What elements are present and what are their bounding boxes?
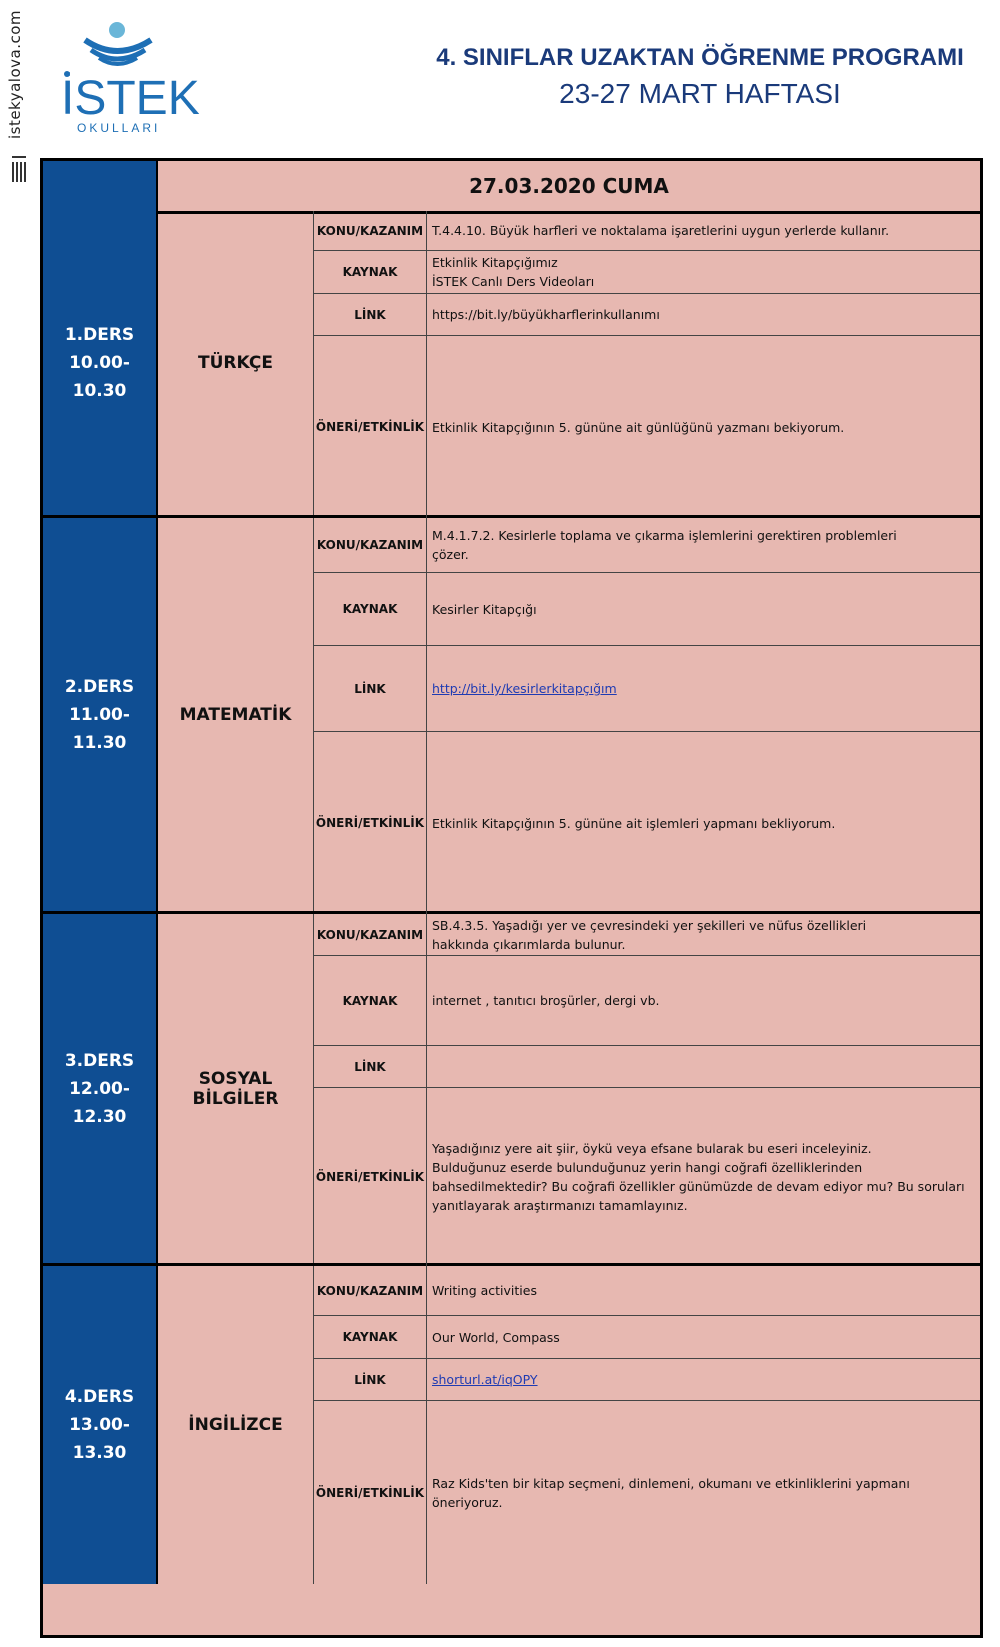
lesson-time: 12.00-12.30 bbox=[69, 1078, 130, 1127]
row-label: KONU/KAZANIM bbox=[314, 1266, 427, 1315]
lesson-row bbox=[314, 294, 980, 336]
row-label: ÖNERİ/ETKİNLİK bbox=[314, 1088, 427, 1266]
row-label: KONU/KAZANIM bbox=[314, 211, 427, 250]
header-blue-cell bbox=[43, 161, 158, 211]
row-link[interactable]: http://bit.ly/kesirlerkitapçığım bbox=[432, 681, 617, 696]
lesson-row bbox=[314, 518, 980, 573]
row-value: https://bit.ly/büyükharflerinkullanımı bbox=[432, 307, 660, 322]
lesson-row bbox=[314, 251, 980, 294]
row-value: Writing activities bbox=[432, 1283, 537, 1298]
side-watermark bbox=[2, 4, 34, 194]
lesson-time-cell bbox=[43, 518, 158, 911]
row-value: M.4.1.7.2. Kesirlerle toplama ve çıkarma işlemlerini gerektiren problemleri çözer. bbox=[432, 528, 897, 562]
logo-brand-text: İSTEK bbox=[61, 72, 200, 125]
row-label: LİNK bbox=[314, 1046, 427, 1087]
lesson-row bbox=[314, 732, 980, 914]
lesson-block bbox=[43, 211, 980, 518]
schedule-header-row bbox=[43, 161, 980, 214]
row-label: ÖNERİ/ETKİNLİK bbox=[314, 336, 427, 518]
page-subtitle: 23-27 MART HAFTASI bbox=[559, 78, 841, 109]
schedule-date: 27.03.2020 CUMA bbox=[469, 174, 669, 198]
lesson-row bbox=[314, 956, 980, 1046]
lesson-row bbox=[314, 573, 980, 646]
lesson-time: 13.00-13.30 bbox=[69, 1415, 130, 1463]
lesson-number: 2.DERS bbox=[64, 676, 135, 697]
lesson-row bbox=[314, 1316, 980, 1359]
row-value: Etkinlik Kitapçığının 5. gününe ait işlemleri yapmanı bekliyorum. bbox=[432, 815, 836, 831]
row-value: Etkinlik Kitapçığının 5. gününe ait günlüğünü yazmanı bekiyorum. bbox=[432, 419, 845, 435]
row-value: Yaşadığınız yere ait şiir, öykü veya efsane bularak bu eseri inceleyiniz. Bulduğunuz eserde bulunduğunuz yerin hangi coğrafi özelliklerinden bahsedilmektedir? Bu coğrafi özellikler günümüzde de devam ediyor mu? Bu soruları yanıtlayarak araştırmanızı tamamlayınız. bbox=[432, 1141, 965, 1213]
watermark-text: istekyalova.com bbox=[6, 10, 24, 140]
row-label: KONU/KAZANIM bbox=[314, 914, 427, 955]
row-link[interactable]: shorturl.at/iqOPY bbox=[432, 1372, 538, 1387]
lesson-time-cell bbox=[43, 1266, 158, 1584]
row-value: T.4.4.10. Büyük harfleri ve noktalama işaretlerini uygun yerlerde kullanır. bbox=[432, 223, 890, 238]
lesson-row bbox=[314, 1359, 980, 1401]
row-value: Our World, Compass bbox=[432, 1329, 560, 1345]
row-label: ÖNERİ/ETKİNLİK bbox=[314, 732, 427, 914]
istek-logo-icon bbox=[55, 18, 205, 138]
row-value: Etkinlik Kitapçığımız İSTEK Canlı Ders Videoları bbox=[432, 255, 595, 289]
mini-logo-icon bbox=[10, 154, 28, 186]
row-value: SB.4.3.5. Yaşadığı yer ve çevresindeki yer şekilleri ve nüfus özellikleri hakkında çıkarımlarda bulunur. bbox=[432, 917, 867, 952]
row-label: LİNK bbox=[314, 646, 427, 731]
row-label: KONU/KAZANIM bbox=[314, 518, 427, 572]
row-label: LİNK bbox=[314, 1359, 427, 1400]
lesson-subject: SOSYAL BİLGİLER bbox=[158, 914, 314, 1263]
row-label: LİNK bbox=[314, 294, 427, 335]
lesson-subject: TÜRKÇE bbox=[158, 211, 314, 515]
row-label: KAYNAK bbox=[314, 1316, 427, 1358]
row-label: KAYNAK bbox=[314, 573, 427, 645]
lesson-time-cell bbox=[43, 211, 158, 515]
row-label: ÖNERİ/ETKİNLİK bbox=[314, 1401, 427, 1584]
lesson-row bbox=[314, 211, 980, 251]
lesson-row bbox=[314, 1046, 980, 1088]
row-value bbox=[432, 1046, 972, 1087]
header bbox=[420, 44, 980, 110]
lesson-time-cell bbox=[43, 914, 158, 1263]
lesson-number: 4.DERS bbox=[64, 1387, 135, 1407]
row-value: internet , tanıtıcı broşürler, dergi vb. bbox=[432, 993, 660, 1008]
page-title: 4. SINIFLAR UZAKTAN ÖĞRENME PROGRAMI bbox=[436, 44, 964, 71]
lesson-time: 10.00-10.30 bbox=[69, 353, 130, 401]
lesson-block bbox=[43, 518, 980, 914]
lesson-row bbox=[314, 914, 980, 956]
lesson-row bbox=[314, 1401, 980, 1584]
lesson-block bbox=[43, 914, 980, 1266]
schedule-table bbox=[40, 158, 983, 1638]
istek-logo bbox=[55, 18, 205, 138]
lesson-number: 1.DERS bbox=[64, 325, 135, 345]
row-value: Raz Kids'ten bir kitap seçmeni, dinlemeni, okumanı ve etkinliklerini yapmanı öneriyoruz. bbox=[432, 1475, 910, 1510]
lesson-row bbox=[314, 336, 980, 518]
lesson-block bbox=[43, 1266, 980, 1584]
lesson-subject: İNGİLİZCE bbox=[158, 1266, 314, 1584]
lesson-row bbox=[314, 1266, 980, 1316]
row-label: KAYNAK bbox=[314, 251, 427, 293]
lesson-row bbox=[314, 1088, 980, 1266]
row-label: KAYNAK bbox=[314, 956, 427, 1045]
lesson-subject: MATEMATİK bbox=[158, 518, 314, 911]
lesson-time: 11.00-11.30 bbox=[69, 704, 130, 753]
row-value: Kesirler Kitapçığı bbox=[432, 601, 537, 617]
lesson-row bbox=[314, 646, 980, 732]
lesson-number: 3.DERS bbox=[64, 1050, 135, 1071]
logo-sub-text: OKULLARI bbox=[77, 121, 161, 135]
